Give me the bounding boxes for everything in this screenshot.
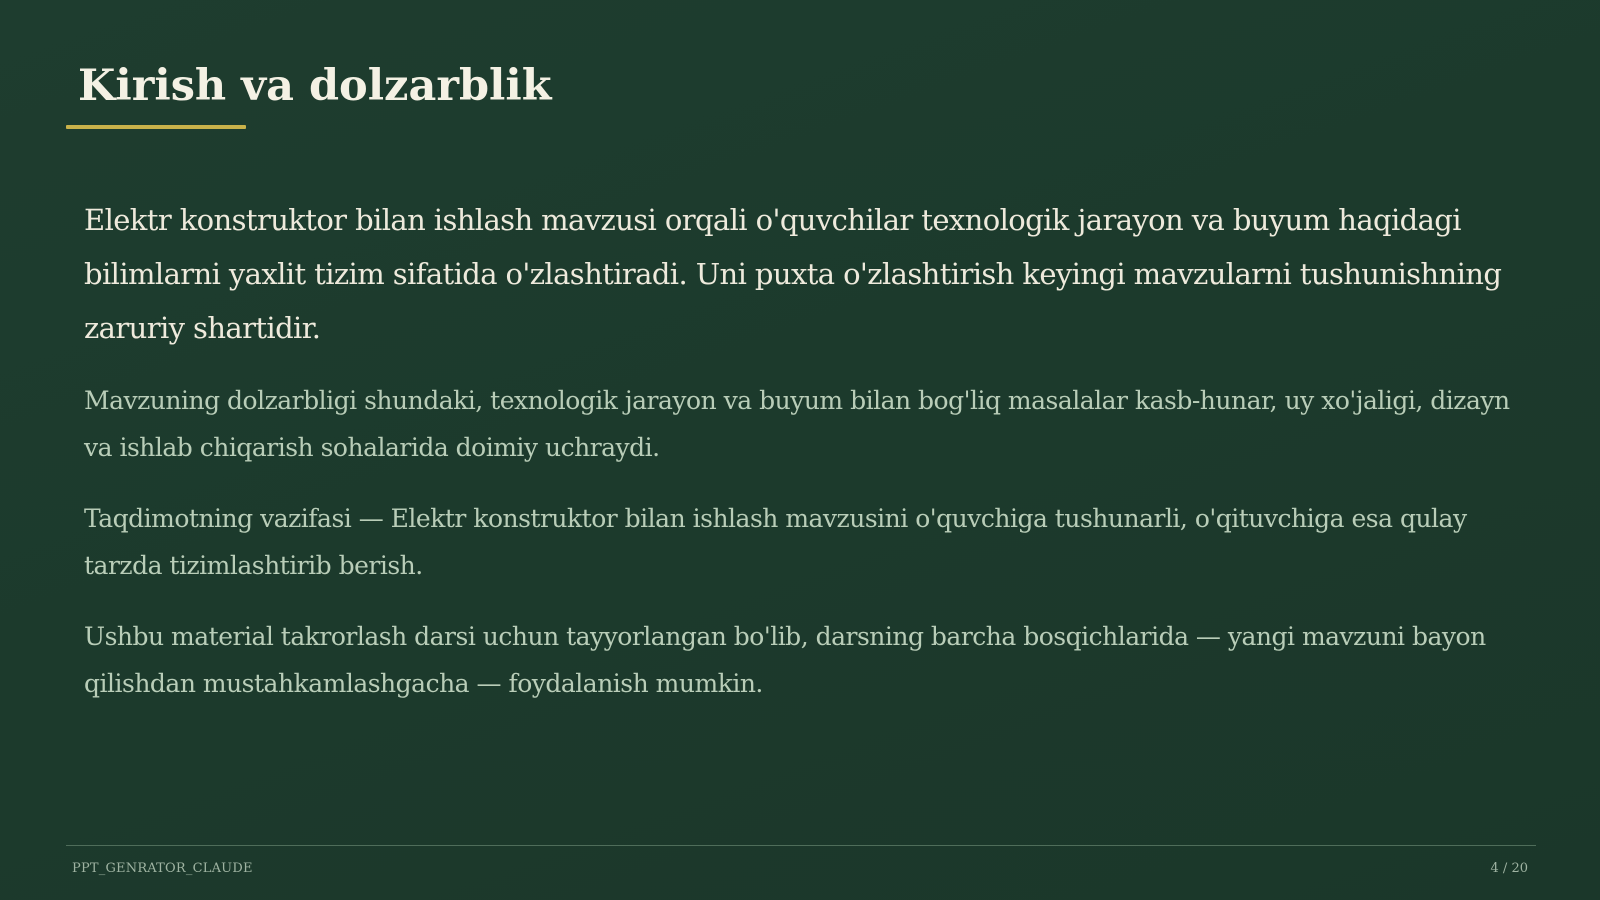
slide-body	[84, 193, 1524, 731]
page-number: 4 / 20	[1490, 861, 1528, 876]
body-paragraph-relevance: Mavzuning dolzarbligi shundaki, texnologik jarayon va buyum bilan bog'liq masalalar kasb-hunar, uy xo'jaligi, dizayn va ishlab chiqarish sohalarida doimiy uchraydi.	[84, 386, 1510, 462]
body-paragraph-task: Taqdimotning vazifasi — Elektr konstruktor bilan ishlash mavzusini o'quvchiga tushunarli, o'qituvchiga esa qulay tarzda tizimlashtirib berish.	[84, 504, 1467, 580]
lead-paragraph: Elektr konstruktor bilan ishlash mavzusi orqali o'quvchilar texnologik jarayon va buyum haqidagi bilimlarni yaxlit tizim sifatida o'zlashtiradi. Uni puxta o'zlashtirish keyingi mavzularni tushunishning zaruriy shartidir.	[84, 203, 1502, 345]
footer-brand: PPT_GENRATOR_CLAUDE	[72, 861, 253, 876]
slide-title: Kirish va dolzarblik	[78, 61, 552, 111]
body-paragraph-usage: Ushbu material takrorlash darsi uchun tayyorlangan bo'lib, darsning barcha bosqichlarida — yangi mavzuni bayon qilishdan mustahkamlashgacha — foydalanish mumkin.	[84, 622, 1486, 698]
footer-divider	[66, 845, 1536, 846]
title-accent-underline	[66, 125, 246, 129]
